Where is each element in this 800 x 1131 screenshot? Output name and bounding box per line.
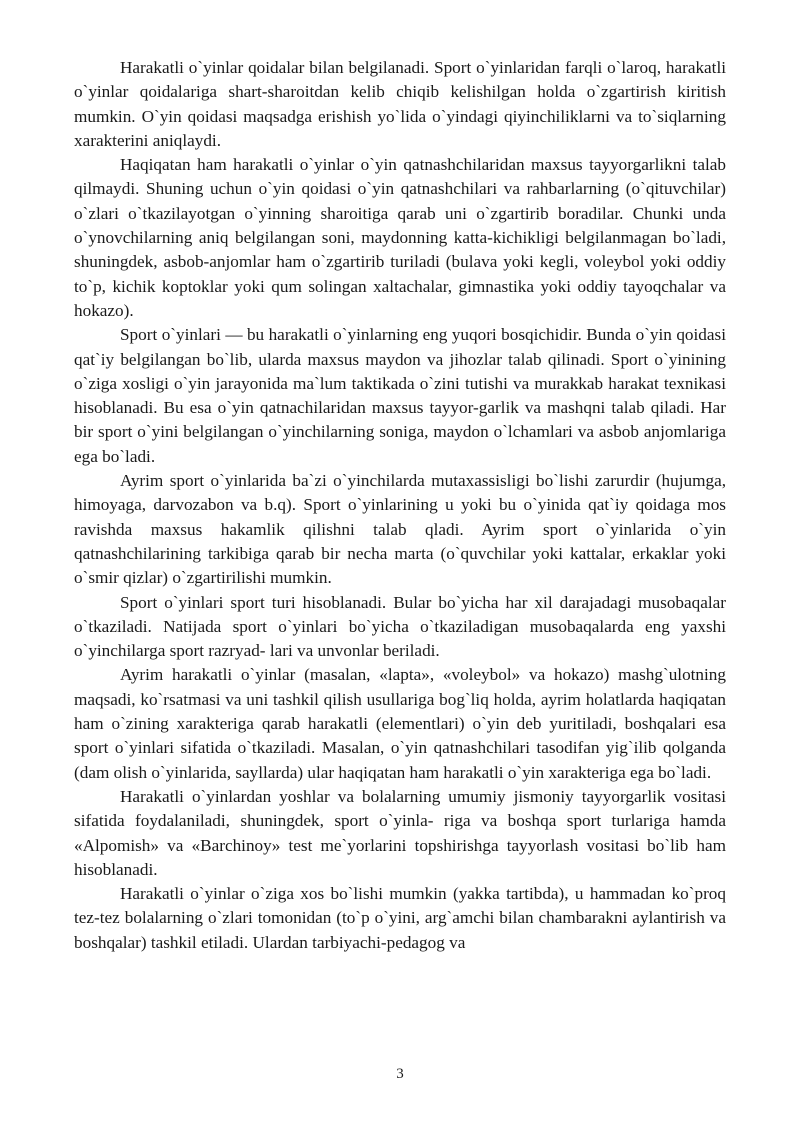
- paragraph-2: Haqiqatan ham harakatli o`yinlar o`yin qatnashchilaridan maxsus tayyorgarlikni talab qilmaydi. Shuning uchun o`yin qoidasi o`yin qatnashchilari va rahbarlarning (o`qituvchilar) o`zlari o`tkazilayotgan o`yinning sharoitiga qarab uni o`zgartirib boradilar. Chunki unda o`ynovchilarning aniq belgilangan soni, maydonning katta-kichikligi belgilanmagan bo`ladi, shuningdek, asbob-anjomlar ham o`zgartirib turiladi (bulava yoki kegli, voleybol yoki oddiy to`p, kichik koptoklar yoki qum solingan xaltachalar, gimnastika yoki oddiy tayoqchalar va hokazo).: [74, 155, 726, 320]
- paragraph-1: Harakatli o`yinlar qoidalar bilan belgilanadi. Sport o`yinlaridan farqli o`laroq, harakatli o`yinlar qoidalariga shart-sharoitdan kelib chiqib kelishilgan holda o`zgartirish kiritish mumkin. O`yin qoidasi maqsadga erishish yo`lida o`yindagi qiyinchiliklarni va to`siqlarning xarakterini aniqlaydi.: [74, 58, 726, 150]
- paragraph-5: Sport o`yinlari sport turi hisoblanadi. Bular bo`yicha har xil darajadagi musobaqalar o`tkaziladi. Natijada sport o`yinlari bo`yicha o`tkaziladigan musobaqalarda eng yaxshi o`yinchilarga sport razryad- lari va unvonlar beriladi.: [74, 592, 726, 661]
- page-number: 3: [396, 1066, 404, 1082]
- document-body: [74, 56, 726, 955]
- paragraph-6: Ayrim harakatli o`yinlar (masalan, «lapta», «voleybol» va hokazo) mashg`ulotning maqsadi, ko`rsatmasi va uni tashkil qilish usullariga bog`liq holda, ayrim holatlarda haqiqatan ham o`zining xarakteriga qarab harakatli (elementlari) o`yin deb yuritiladi, boshqalari esa sport o`yinlari sifatida o`tkaziladi. Masalan, o`yin qatnashchilari tasodifan yig`ilib qolganda (dam olish o`yinlarida, sayllarda) ular haqiqatan ham harakatli o`yin xarakteriga ega bo`ladi.: [74, 665, 726, 782]
- paragraph-7: Harakatli o`yinlardan yoshlar va bolalarning umumiy jismoniy tayyorgarlik vositasi sifatida foydalaniladi, shuningdek, sport o`yinla- riga va boshqa sport turlariga hamda «Alpomish» va «Barchinoy» test me`yorlarini topshirishga tayyorlash vositasi bo`lib ham hisoblanadi.: [74, 786, 726, 879]
- paragraph-3: Sport o`yinlari — bu harakatli o`yinlarning eng yuqori bosqichidir. Bunda o`yin qoidasi qat`iy belgilangan bo`lib, ularda maxsus maydon va jihozlar talab qilinadi. Sport o`yinining o`ziga xosligi o`yin jarayonida ma`lum taktikada o`zini tutishi va murakkab harakat texnikasi hisoblanadi. Bu esa o`yin qatnachilaridan maxsus tayyor-garlik va mashqni talab qiladi. Har bir sport o`yini belgilangan o`yinchilarning soniga, maydon o`lchamlari va asbob anjomlariga ega bo`ladi.: [74, 325, 726, 466]
- paragraph-8: Harakatli o`yinlar o`ziga xos bo`lishi mumkin (yakka tartibda), u hammadan ko`proq tez-tez bolalarning o`zlari tomonidan (to`p o`yini, arg`amchi bilan chambarakni aylantirish va boshqalar) tashkil etiladi. Ulardan tarbiyachi-pedagog va: [74, 884, 726, 952]
- paragraph-4: Ayrim sport o`yinlarida ba`zi o`yinchilarda mutaxassisligi bo`lishi zarurdir (hujumga, himoyaga, darvozabon va b.q). Sport o`yinlarining u yoki bu o`yinida qat`iy qoidaga mos ravishda maxsus hakamlik qilishni talab qladi. Ayrim sport o`yinlarida o`yin qatnashchilarining tarkibiga qarab bir necha marta (o`quvchilar yoki kattalar, erkaklar yoki o`smir qizlar) o`zgartirilishi mumkin.: [74, 471, 726, 588]
